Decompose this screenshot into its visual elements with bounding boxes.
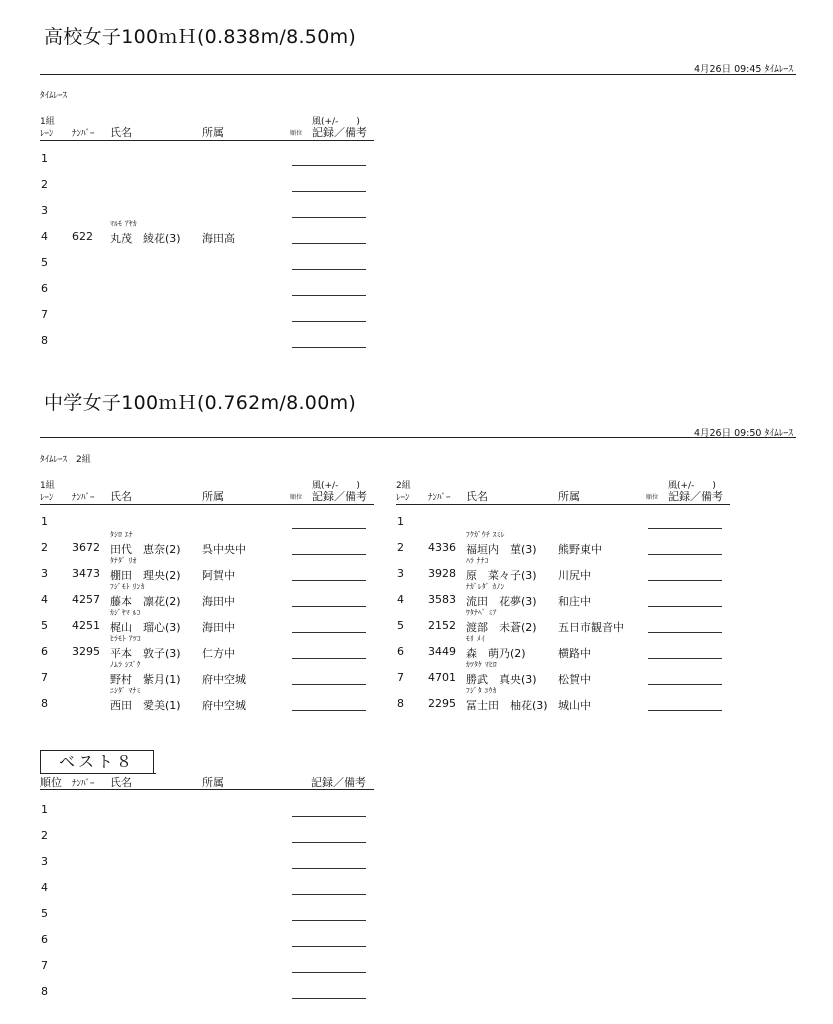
header-wind: 風(+/- ) — [312, 481, 360, 491]
header-name: 氏名 — [466, 490, 488, 503]
record-line — [648, 528, 722, 529]
bib-number: 2295 — [428, 697, 456, 710]
record-line — [292, 580, 366, 581]
athlete-name: 西田 愛美(1) — [110, 699, 181, 712]
header-number: ﾅﾝﾊﾞｰ — [72, 129, 95, 139]
athlete-name: 福垣内 菫(3) — [466, 543, 537, 556]
record-line — [648, 606, 722, 607]
jh-divider — [40, 437, 796, 438]
heat-label: 1組 — [40, 481, 55, 491]
athlete-kana: ﾌｼﾞﾓﾄ ﾘﾝｶ — [110, 582, 145, 591]
heat-label: 2組 — [396, 481, 411, 491]
lane-number: 4 — [41, 230, 48, 243]
lane-number: 6 — [41, 282, 48, 295]
record-line — [292, 658, 366, 659]
jh-title: 中学女子100ｍＨ(0.762m/8.00m) — [44, 392, 357, 414]
best8-record-line — [292, 920, 366, 921]
header-lane: ﾚｰﾝ — [40, 493, 54, 503]
header-affil: 所属 — [202, 490, 224, 503]
record-line — [292, 269, 366, 270]
header-rank: 順位 — [290, 130, 303, 137]
bib-number: 4251 — [72, 619, 100, 632]
athlete-kana: ﾊﾗ ﾅﾅｺ — [466, 556, 489, 565]
athlete-affiliation: 和庄中 — [558, 595, 591, 608]
athlete-name: 棚田 理央(2) — [110, 569, 181, 582]
best8-header-underline — [40, 789, 374, 790]
athlete-name: 田代 恵奈(2) — [110, 543, 181, 556]
lane-number: 6 — [397, 645, 404, 658]
athlete-affiliation: 府中空城 — [202, 699, 246, 712]
hs-datetime: 4月26日 09:45 ﾀｲﾑﾚｰｽ — [693, 64, 793, 75]
best8-record-line — [292, 868, 366, 869]
best8-title: ベスト８ — [40, 750, 154, 774]
athlete-name: 原 菜々子(3) — [466, 569, 537, 582]
bib-number: 4701 — [428, 671, 456, 684]
record-line — [648, 710, 722, 711]
header-underline — [40, 504, 374, 505]
athlete-kana: ｶﾂﾀｹ ﾏﾋﾛ — [466, 660, 498, 669]
record-line — [292, 632, 366, 633]
lane-number: 5 — [41, 256, 48, 269]
header-affil: 所属 — [558, 490, 580, 503]
athlete-name: 野村 紫月(1) — [110, 673, 181, 686]
athlete-kana: ﾆｼﾀﾞ ﾏﾅﾐ — [110, 686, 141, 695]
best8-header-affil: 所属 — [202, 776, 224, 789]
athlete-kana: ｶｼﾞﾔﾏ ﾙｺ — [110, 608, 141, 617]
record-line — [292, 321, 366, 322]
lane-number: 5 — [41, 619, 48, 632]
lane-number: 3 — [397, 567, 404, 580]
best8-record-line — [292, 894, 366, 895]
record-line — [292, 347, 366, 348]
record-line — [648, 632, 722, 633]
record-line — [292, 217, 366, 218]
lane-number: 7 — [41, 671, 48, 684]
athlete-kana: ﾓﾘ ﾒｲ — [466, 634, 485, 643]
best8-record-line — [292, 946, 366, 947]
athlete-name: 森 萌乃(2) — [466, 647, 526, 660]
athlete-affiliation: 海田中 — [202, 595, 235, 608]
header-name: 氏名 — [110, 126, 132, 139]
lane-number: 7 — [397, 671, 404, 684]
record-line — [648, 658, 722, 659]
athlete-kana: ﾜﾀﾅﾍﾞ ﾐｱ — [466, 608, 497, 617]
athlete-affiliation: 城山中 — [558, 699, 591, 712]
athlete-kana: ﾉﾑﾗ ｼｽﾞｸ — [110, 660, 141, 669]
bib-number: 3928 — [428, 567, 456, 580]
hs-divider — [40, 74, 796, 75]
header-lane: ﾚｰﾝ — [40, 129, 54, 139]
best8-record-line — [292, 972, 366, 973]
bib-number: 3583 — [428, 593, 456, 606]
best8-record-line — [292, 998, 366, 999]
athlete-affiliation: 川尻中 — [558, 569, 591, 582]
bib-number: 3295 — [72, 645, 100, 658]
athlete-name: 藤本 凛花(2) — [110, 595, 181, 608]
header-wind: 風(+/- ) — [312, 117, 360, 127]
bib-number: 3672 — [72, 541, 100, 554]
record-line — [292, 554, 366, 555]
hs-race-type: ﾀｲﾑﾚｰｽ — [40, 91, 68, 101]
header-name: 氏名 — [110, 490, 132, 503]
header-rank: 順位 — [646, 494, 659, 501]
best8-header-rank: 順位 — [40, 776, 62, 789]
best8-rank: 7 — [41, 959, 48, 972]
record-line — [292, 684, 366, 685]
heat-label: 1組 — [40, 117, 55, 127]
lane-number: 2 — [41, 541, 48, 554]
athlete-name: 流田 花夢(3) — [466, 595, 537, 608]
lane-number: 3 — [41, 204, 48, 217]
header-underline — [40, 140, 374, 141]
bib-number: 4257 — [72, 593, 100, 606]
athlete-name: 梶山 瑠心(3) — [110, 621, 181, 634]
lane-number: 8 — [397, 697, 404, 710]
athlete-kana: ﾀﾅﾀﾞ ﾘｵ — [110, 556, 137, 565]
record-line — [292, 243, 366, 244]
athlete-kana: ﾅｶﾞﾚﾀﾞ ｶﾉﾝ — [466, 582, 505, 591]
lane-number: 4 — [397, 593, 404, 606]
record-line — [292, 710, 366, 711]
athlete-affiliation: 海田中 — [202, 621, 235, 634]
best8-rank: 4 — [41, 881, 48, 894]
athlete-affiliation: 熊野東中 — [558, 543, 602, 556]
bib-number: 4336 — [428, 541, 456, 554]
best8-record-line — [292, 816, 366, 817]
athlete-name: 冨士田 柚花(3) — [466, 699, 548, 712]
lane-number: 2 — [397, 541, 404, 554]
athlete-kana: ﾀｼﾛ ｴﾅ — [110, 530, 133, 539]
jh-datetime: 4月26日 09:50 ﾀｲﾑﾚｰｽ — [693, 428, 793, 439]
header-number: ﾅﾝﾊﾞｰ — [72, 493, 95, 503]
athlete-affiliation: 海田高 — [202, 232, 235, 245]
athlete-kana: ﾏﾙﾓ ｱﾔｶ — [110, 219, 137, 228]
lane-number: 1 — [41, 515, 48, 528]
lane-number: 3 — [41, 567, 48, 580]
best8-header-record: 記録／備考 — [311, 776, 366, 789]
lane-number: 1 — [397, 515, 404, 528]
best8-rank: 3 — [41, 855, 48, 868]
header-record: 記録／備考 — [668, 490, 723, 503]
best8-rank: 5 — [41, 907, 48, 920]
athlete-kana: ﾌｼﾞﾀ ﾕｳｶ — [466, 686, 497, 695]
bib-number: 3473 — [72, 567, 100, 580]
athlete-affiliation: 仁方中 — [202, 647, 235, 660]
bib-number: 2152 — [428, 619, 456, 632]
athlete-affiliation: 横路中 — [558, 647, 591, 660]
best8-header-name: 氏名 — [110, 776, 132, 789]
lane-number: 8 — [41, 697, 48, 710]
lane-number: 5 — [397, 619, 404, 632]
lane-number: 6 — [41, 645, 48, 658]
header-rank: 順位 — [290, 494, 303, 501]
lane-number: 4 — [41, 593, 48, 606]
record-line — [292, 528, 366, 529]
header-underline — [396, 504, 730, 505]
athlete-name: 渡部 未蒼(2) — [466, 621, 537, 634]
record-line — [292, 165, 366, 166]
header-wind: 風(+/- ) — [668, 481, 716, 491]
athlete-affiliation: 阿賀中 — [202, 569, 235, 582]
best8-header-number: ﾅﾝﾊﾞｰ — [72, 779, 95, 789]
athlete-name: 勝武 真央(3) — [466, 673, 537, 686]
best8-rank: 6 — [41, 933, 48, 946]
athlete-affiliation: 呉中央中 — [202, 543, 246, 556]
header-number: ﾅﾝﾊﾞｰ — [428, 493, 451, 503]
athlete-affiliation: 五日市観音中 — [558, 621, 624, 634]
record-line — [292, 191, 366, 192]
athlete-kana: ﾌｸｶﾞｳﾁ ｽﾐﾚ — [466, 530, 505, 539]
jh-race-type: ﾀｲﾑﾚｰｽ 2組 — [40, 455, 91, 465]
record-line — [648, 684, 722, 685]
best8-record-line — [292, 842, 366, 843]
header-lane: ﾚｰﾝ — [396, 493, 410, 503]
record-line — [292, 295, 366, 296]
lane-number: 8 — [41, 334, 48, 347]
bib-number: 3449 — [428, 645, 456, 658]
header-record: 記録／備考 — [312, 490, 367, 503]
bib-number: 622 — [72, 230, 93, 243]
athlete-name: 丸茂 綾花(3) — [110, 232, 181, 245]
best8-rank: 8 — [41, 985, 48, 998]
hs-title: 高校女子100ｍＨ(0.838m/8.50m) — [44, 26, 357, 48]
record-line — [648, 554, 722, 555]
athlete-kana: ﾋﾗﾓﾄ ｱﾂｺ — [110, 634, 142, 643]
header-affil: 所属 — [202, 126, 224, 139]
record-line — [648, 580, 722, 581]
lane-number: 2 — [41, 178, 48, 191]
record-line — [292, 606, 366, 607]
best8-rank: 1 — [41, 803, 48, 816]
header-record: 記録／備考 — [312, 126, 367, 139]
lane-number: 1 — [41, 152, 48, 165]
athlete-affiliation: 府中空城 — [202, 673, 246, 686]
lane-number: 7 — [41, 308, 48, 321]
best8-rank: 2 — [41, 829, 48, 842]
athlete-affiliation: 松賀中 — [558, 673, 591, 686]
athlete-name: 平本 敦子(3) — [110, 647, 181, 660]
